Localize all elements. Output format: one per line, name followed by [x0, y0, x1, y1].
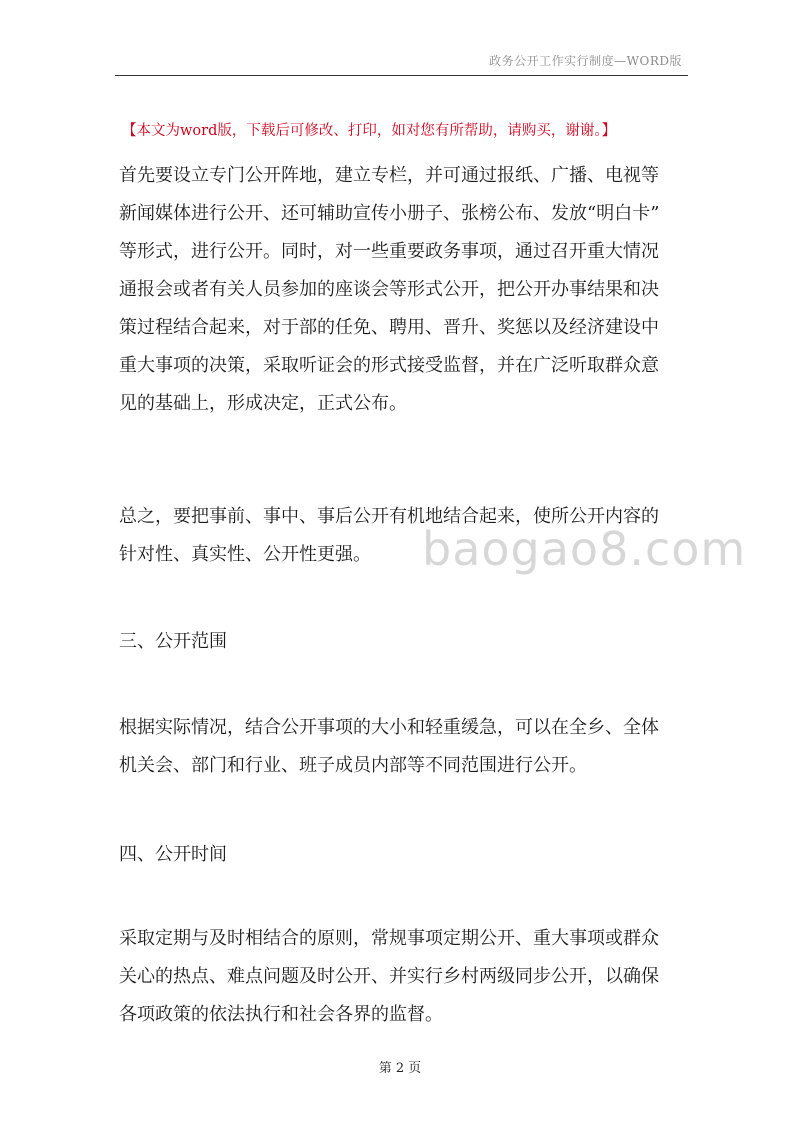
- text-line: 首先要设立专门公开阵地，建立专栏，并可通过报纸、广播、电视等: [119, 165, 659, 186]
- text-line: 针对性、真实性、公开性更强。: [119, 544, 371, 565]
- section-heading-timing: [119, 836, 691, 874]
- header-rule: [115, 75, 688, 76]
- text-line: 根据实际情况，结合公开事项的大小和轻重缓急，可以在全乡、全体: [119, 717, 659, 738]
- heading-text: 四、公开时间: [119, 844, 227, 865]
- text-line: 采取定期与及时相结合的原则，常规事项定期公开、重大事项或群众: [119, 928, 659, 949]
- watermark: baogao8.com: [422, 522, 747, 576]
- page-number: 第 2 页: [378, 1061, 422, 1076]
- text-line: 等形式，进行公开。同时，对一些重要政务事项，通过召开重大情况: [119, 241, 659, 262]
- text-line: 策过程结合起来，对于部的任免、聘用、晋升、奖惩以及经济建设中: [119, 317, 659, 338]
- heading-text: 三、公开范围: [119, 631, 227, 652]
- text-line: 各项政策的依法执行和社会各界的监督。: [119, 1004, 443, 1025]
- text-line: 关心的热点、难点问题及时公开、并实行乡村两级同步公开，以确保: [119, 966, 659, 987]
- text-line: 机关会、部门和行业、班子成员内部等不同范围进行公开。: [119, 755, 587, 776]
- text-line: 总之，要把事前、事中、事后公开有机地结合起来，使所公开内容的: [119, 506, 659, 527]
- paragraph-scope: [119, 709, 691, 785]
- paragraph-publicity-methods: [119, 157, 691, 423]
- running-title: 政务公开工作实行制度—WORD版: [489, 54, 682, 68]
- section-heading-scope: [119, 623, 691, 661]
- text-line: 见的基础上，形成决定，正式公布。: [119, 393, 407, 414]
- text-line: 新闻媒体进行公开、还可辅助宣传小册子、张榜公布、发放“明白卡”: [119, 203, 660, 224]
- paragraph-timing: [119, 920, 691, 1034]
- text-line: 通报会或者有关人员参加的座谈会等形式公开，把公开办事结果和决: [119, 279, 659, 300]
- download-notice: 【本文为word版，下载后可修改、打印，如对您有所帮助，请购买，谢谢。】: [122, 123, 617, 139]
- text-line: 重大事项的决策，采取听证会的形式接受监督，并在广泛听取群众意: [119, 355, 659, 376]
